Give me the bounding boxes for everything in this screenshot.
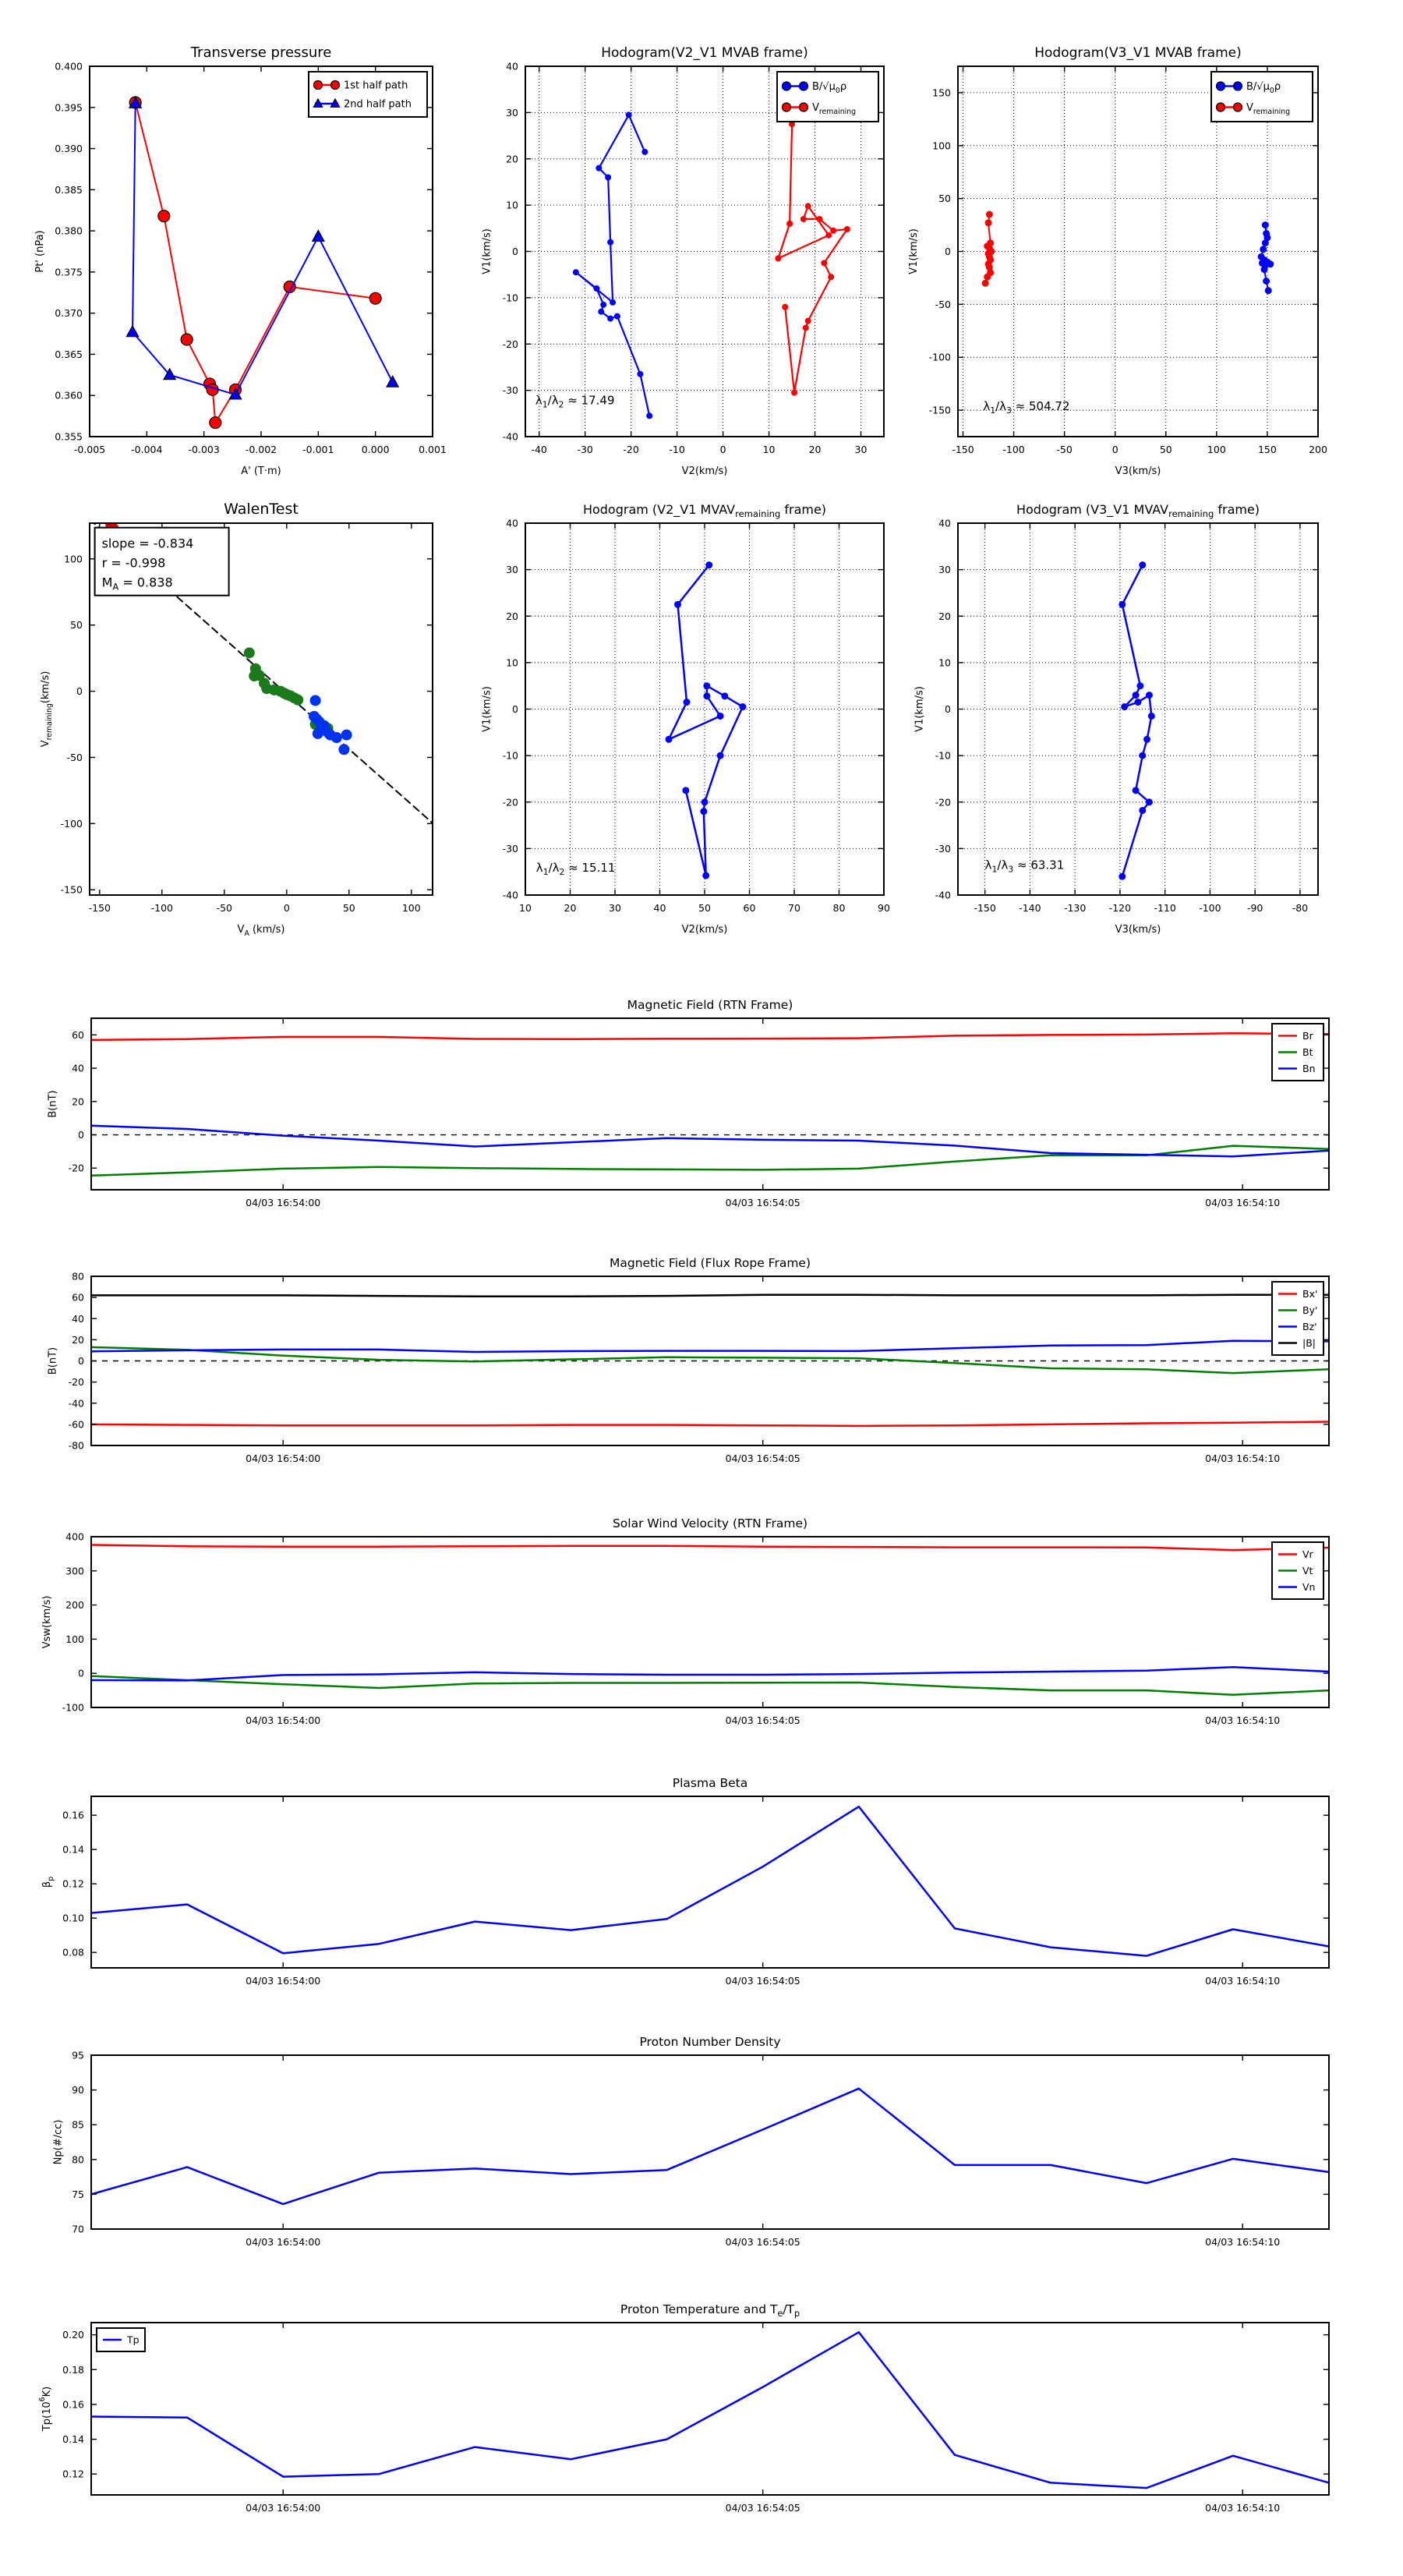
- y-tick-label: -30: [502, 842, 518, 855]
- y-tick-label: 75: [72, 2188, 84, 2200]
- y-tick-label: 0.16: [62, 2398, 84, 2411]
- y-axis-label: B(nT): [47, 1346, 59, 1375]
- x-tick-label: 04/03 16:54:05: [725, 2502, 800, 2514]
- y-tick-label: 20: [72, 1333, 84, 1346]
- y-tick-label: -10: [935, 749, 951, 762]
- y-tick-label: 100: [64, 553, 83, 565]
- y-tick-label: 40: [72, 1062, 84, 1074]
- x-tick-label: 50: [698, 902, 711, 914]
- y-tick-label: 0.355: [55, 430, 83, 443]
- y-tick-label: -150: [60, 883, 83, 896]
- x-tick-label: -0.004: [131, 444, 163, 455]
- y-tick-label: 0: [76, 685, 83, 698]
- y-tick-label: -30: [935, 842, 951, 855]
- y-tick-label: 70: [72, 2223, 84, 2235]
- x-tick-label: -90: [1246, 902, 1263, 914]
- chart-proton-temperature: [38, 2302, 1329, 2514]
- x-tick-label: -80: [1292, 902, 1309, 914]
- y-tick-label: 0: [78, 1129, 84, 1141]
- y-axis-label: B(nT): [47, 1090, 59, 1118]
- annotation: $\lambda_1/\lambda_3 \approx 63.31$: [984, 858, 1065, 875]
- y-tick-label: 95: [72, 2049, 84, 2061]
- x-tick-label: -120: [1108, 902, 1132, 914]
- legend-label-b-0: $B/√\mu_0\rho$: [812, 81, 847, 95]
- legend-label-v-remaining: $V_{remaining}$: [812, 102, 857, 116]
- y-tick-label: -20: [502, 796, 518, 809]
- chart-transverse-pressure: [34, 44, 447, 477]
- legend: [1272, 1542, 1323, 1599]
- y-tick-label: 80: [72, 1270, 84, 1283]
- y-tick-label: -20: [68, 1162, 84, 1174]
- x-tick-label: 04/03 16:54:05: [725, 1197, 800, 1208]
- y-tick-label: -40: [68, 1397, 84, 1410]
- legend: [97, 2328, 145, 2351]
- x-axis-label: V2(km/s): [681, 924, 728, 936]
- chart-solar-wind-velocity-rtn: [41, 1516, 1329, 1726]
- y-tick-label: 0.18: [62, 2363, 84, 2376]
- y-tick-label: 10: [938, 656, 951, 669]
- x-tick-label: -100: [1002, 444, 1025, 455]
- x-tick-label: 0: [283, 902, 290, 914]
- x-tick-label: 04/03 16:54:00: [246, 1453, 321, 1464]
- chart-title-hodogram-v2v1-mvab: Hodogram(V2_V1 MVAB frame): [601, 45, 808, 61]
- y-tick-label: 85: [72, 2118, 84, 2131]
- y-tick-label: 30: [506, 106, 518, 119]
- legend: [309, 72, 427, 117]
- y-tick-label: 30: [938, 564, 951, 576]
- y-tick-label: 100: [65, 1633, 84, 1645]
- x-axis-label: A' (T·m): [241, 465, 281, 477]
- y-tick-label: 0.12: [62, 2468, 84, 2480]
- x-axis-label: V2(km/s): [681, 465, 728, 477]
- y-axis-label: V1(km/s): [908, 228, 921, 274]
- x-tick-label: 04/03 16:54:00: [246, 1197, 321, 1208]
- chart-title-walen-test: WalenTest: [224, 501, 299, 518]
- y-tick-label: 50: [70, 619, 83, 632]
- y-tick-label: 0: [78, 1667, 84, 1679]
- x-axis-label: V3(km/s): [1115, 465, 1161, 477]
- y-tick-label: -150: [928, 404, 951, 416]
- y-axis-label: $\beta_p$: [41, 1876, 56, 1888]
- y-tick-label: -40: [502, 889, 518, 901]
- y-tick-label: -100: [62, 1701, 84, 1714]
- y-tick-label: -40: [502, 430, 518, 443]
- y-tick-label: 0.390: [55, 143, 83, 155]
- annotation: $\lambda_1/\lambda_2 \approx 15.11$: [535, 861, 616, 878]
- x-tick-label: -150: [952, 444, 974, 455]
- y-axis-label: $V_{remaining}(km/s)$: [40, 671, 55, 748]
- chart-proton-number-density: [53, 2035, 1329, 2248]
- y-tick-label: 30: [506, 564, 518, 576]
- y-axis-label: Vsw(km/s): [41, 1595, 54, 1649]
- x-tick-label: -100: [150, 902, 173, 914]
- y-tick-label: 0: [945, 246, 951, 257]
- y-tick-label: 0.360: [55, 389, 83, 402]
- y-tick-label: -20: [502, 338, 518, 350]
- y-tick-label: 0.365: [55, 348, 83, 360]
- y-tick-label: -40: [935, 889, 951, 901]
- y-tick-label: -30: [502, 384, 518, 397]
- y-tick-label: -60: [68, 1418, 84, 1431]
- x-tick-label: 20: [564, 902, 577, 914]
- x-tick-label: -110: [1154, 902, 1176, 914]
- x-tick-label: -150: [88, 902, 111, 914]
- y-tick-label: -50: [66, 751, 83, 763]
- chart-magnetic-field-rtn: [47, 998, 1329, 1208]
- x-tick-label: 100: [1207, 444, 1226, 455]
- x-tick-label: 10: [519, 902, 532, 914]
- y-tick-label: -10: [502, 749, 518, 762]
- y-tick-label: 0.20: [62, 2329, 84, 2341]
- y-tick-label: 0.14: [62, 1843, 84, 1856]
- y-tick-label: 80: [72, 2153, 84, 2166]
- y-tick-label: -10: [502, 292, 518, 304]
- x-tick-label: -50: [216, 902, 233, 914]
- y-axis-label: $Tp(10^6K)$: [38, 2386, 54, 2432]
- x-tick-label: 04/03 16:54:05: [725, 2236, 800, 2248]
- y-tick-label: 40: [506, 517, 518, 529]
- chart-title-proton-temperature: Proton Temperature and $T_e/T_p$: [620, 2302, 800, 2319]
- y-tick-label: -100: [928, 351, 951, 363]
- x-tick-label: -20: [623, 444, 639, 455]
- x-tick-label: 04/03 16:54:10: [1205, 1453, 1281, 1464]
- chart-walen-test: [40, 501, 433, 938]
- x-tick-label: 100: [401, 902, 421, 914]
- x-tick-label: -130: [1063, 902, 1087, 914]
- legend-label-b: |B|: [1302, 1337, 1316, 1349]
- y-tick-label: 0: [945, 703, 951, 715]
- y-tick-label: 0.400: [55, 60, 83, 73]
- chart-hodogram-v3v1-mvab: [908, 45, 1327, 477]
- x-tick-label: -140: [1019, 902, 1041, 914]
- x-tick-label: 04/03 16:54:00: [246, 2236, 321, 2248]
- y-tick-label: 20: [72, 1095, 84, 1108]
- x-tick-label: 04/03 16:54:10: [1205, 1714, 1281, 1726]
- x-tick-label: 200: [1309, 444, 1327, 455]
- legend-label-bx: Bx': [1302, 1288, 1318, 1300]
- x-tick-label: -0.002: [245, 444, 277, 455]
- y-tick-label: 40: [72, 1312, 84, 1325]
- y-tick-label: 0.375: [55, 266, 83, 278]
- y-axis-label: V1(km/s): [481, 686, 493, 732]
- x-tick-label: 0: [719, 444, 726, 455]
- legend: [1272, 1024, 1323, 1081]
- legend-label-2nd-half-path: 2nd half path: [344, 98, 412, 111]
- annotation-line: $M_A = 0.838$: [101, 575, 173, 593]
- y-tick-label: 0.14: [62, 2433, 84, 2446]
- x-tick-label: 04/03 16:54:05: [725, 1975, 800, 1987]
- x-tick-label: 80: [832, 902, 846, 914]
- x-tick-label: 150: [1257, 444, 1277, 455]
- y-tick-label: 100: [932, 140, 951, 152]
- x-tick-label: -0.005: [73, 444, 106, 455]
- x-axis-label: $V_A$ (km/s): [237, 924, 285, 938]
- y-axis-label: Np(#/cc): [52, 2119, 65, 2165]
- chart-magnetic-field-flux-rope: [47, 1256, 1329, 1464]
- x-tick-label: 30: [609, 902, 621, 914]
- y-tick-label: 50: [938, 193, 951, 205]
- y-tick-label: 60: [72, 1291, 84, 1304]
- x-tick-label: 04/03 16:54:00: [246, 2502, 321, 2514]
- y-tick-label: 20: [506, 610, 518, 622]
- x-tick-label: -50: [1056, 444, 1073, 455]
- y-tick-label: 150: [932, 87, 951, 99]
- x-tick-label: 10: [762, 444, 776, 455]
- y-tick-label: 20: [938, 610, 951, 622]
- legend-label-1st-half-path: 1st half path: [344, 80, 408, 92]
- x-tick-label: -10: [669, 444, 685, 455]
- y-tick-label: 0.395: [55, 101, 83, 114]
- chart-title-hodogram-v2v1-mvav: Hodogram (V2_V1 $MVAV_{remaining}$ frame): [582, 502, 827, 519]
- y-tick-label: 0.385: [55, 183, 83, 196]
- x-tick-label: 0: [1111, 444, 1119, 455]
- y-tick-label: -50: [935, 298, 951, 310]
- legend-label-bt: Bt: [1302, 1046, 1313, 1058]
- chart-hodogram-v2v1-mvab: [481, 45, 884, 477]
- legend-label-br: Br: [1302, 1030, 1313, 1042]
- y-tick-label: 0: [512, 703, 518, 715]
- x-tick-label: 04/03 16:54:00: [246, 1975, 321, 1987]
- chart-title-hodogram-v3v1-mvab: Hodogram(V3_V1 MVAB frame): [1034, 45, 1242, 61]
- chart-title-proton-number-density: Proton Number Density: [639, 2035, 781, 2049]
- chart-hodogram-v3v1-mvav: [914, 502, 1318, 936]
- x-tick-label: 0.001: [419, 444, 447, 455]
- legend-label-vt: Vt: [1302, 1565, 1313, 1576]
- annotation: $\lambda_1/\lambda_2 \approx 17.49$: [535, 393, 615, 410]
- x-tick-label: 50: [1159, 444, 1172, 455]
- x-tick-label: 0.000: [361, 444, 390, 455]
- y-tick-label: -100: [60, 817, 83, 830]
- series-b-magnitude: [91, 1295, 1329, 1297]
- legend-label-bn: Bn: [1302, 1063, 1316, 1074]
- chart-title-hodogram-v3v1-mvav: Hodogram (V3_V1 $MVAV_{remaining}$ frame): [1016, 502, 1260, 519]
- chart-title-magnetic-field-rtn: Magnetic Field (RTN Frame): [627, 998, 793, 1012]
- annotation: $\lambda_1/\lambda_3 \approx 504.72$: [983, 398, 1070, 416]
- y-tick-label: 0: [512, 246, 518, 257]
- legend-label-b-0: $B/√\mu_0\rho$: [1246, 81, 1281, 95]
- legend: [1211, 72, 1313, 122]
- x-tick-label: -40: [531, 444, 547, 455]
- y-tick-label: 0.12: [62, 1877, 84, 1890]
- x-tick-label: -30: [577, 444, 593, 455]
- x-tick-label: 04/03 16:54:10: [1205, 1197, 1281, 1208]
- chart-plasma-beta: [41, 1776, 1329, 1987]
- legend: [1272, 1282, 1323, 1355]
- y-tick-label: 0.380: [55, 225, 83, 237]
- chart-title-transverse-pressure: Transverse pressure: [190, 44, 332, 61]
- chart-hodogram-v2v1-mvav: [481, 502, 890, 936]
- x-tick-label: -150: [974, 902, 996, 914]
- annotation-line: slope = -0.834: [101, 536, 194, 551]
- legend-label-tp: Tp: [127, 2334, 140, 2346]
- x-tick-label: 04/03 16:54:10: [1205, 1975, 1281, 1987]
- legend-label-vn: Vn: [1302, 1581, 1316, 1593]
- x-tick-label: 60: [743, 902, 756, 914]
- legend-label-v-remaining: $V_{remaining}$: [1246, 102, 1291, 116]
- legend-label-bz: Bz': [1302, 1321, 1317, 1332]
- chart-title-solar-wind-velocity-rtn: Solar Wind Velocity (RTN Frame): [612, 1516, 808, 1530]
- x-tick-label: 20: [808, 444, 822, 455]
- x-tick-label: 04/03 16:54:10: [1205, 2236, 1281, 2248]
- x-tick-label: 30: [854, 444, 868, 455]
- x-tick-label: 04/03 16:54:00: [246, 1714, 321, 1726]
- legend-label-vr: Vr: [1302, 1548, 1313, 1560]
- y-tick-label: 0.08: [62, 1946, 84, 1959]
- y-tick-label: 0.370: [55, 307, 83, 320]
- legend: [777, 72, 878, 122]
- y-tick-label: 20: [506, 153, 518, 165]
- y-tick-label: 60: [72, 1028, 84, 1041]
- y-tick-label: 200: [65, 1599, 84, 1612]
- x-axis-label: V3(km/s): [1115, 924, 1161, 936]
- x-tick-label: 50: [342, 902, 355, 914]
- y-tick-label: 40: [506, 60, 518, 73]
- x-tick-label: 04/03 16:54:10: [1205, 2502, 1281, 2514]
- y-axis-label: V1(km/s): [914, 686, 926, 732]
- y-tick-label: 300: [65, 1565, 84, 1577]
- y-tick-label: -80: [68, 1439, 84, 1452]
- x-tick-label: 70: [788, 902, 800, 914]
- y-axis-label: V1(km/s): [481, 228, 493, 274]
- x-tick-label: -0.003: [188, 444, 220, 455]
- y-tick-label: 400: [65, 1530, 84, 1543]
- y-tick-label: -20: [935, 796, 951, 809]
- x-tick-label: -100: [1199, 902, 1221, 914]
- y-tick-label: 10: [506, 199, 518, 211]
- y-axis-label: Pt' (nPa): [34, 230, 46, 273]
- y-tick-label: 0.16: [62, 1809, 84, 1821]
- y-tick-label: 0: [78, 1355, 84, 1367]
- x-tick-label: 04/03 16:54:05: [725, 1453, 800, 1464]
- legend-label-by: By': [1302, 1304, 1318, 1316]
- x-tick-label: 04/03 16:54:05: [725, 1714, 800, 1726]
- chart-title-plasma-beta: Plasma Beta: [672, 1776, 748, 1790]
- y-tick-label: 0.10: [62, 1912, 84, 1924]
- x-tick-label: 90: [878, 902, 890, 914]
- y-tick-label: 40: [938, 517, 951, 529]
- chart-title-magnetic-field-flux-rope: Magnetic Field (Flux Rope Frame): [610, 1256, 811, 1270]
- annotation-line: r = -0.998: [101, 555, 166, 571]
- x-tick-label: -0.001: [302, 444, 334, 455]
- y-tick-label: 90: [72, 2084, 84, 2097]
- y-tick-label: -20: [68, 1376, 84, 1389]
- y-tick-label: 10: [506, 656, 518, 669]
- x-tick-label: 40: [653, 902, 666, 914]
